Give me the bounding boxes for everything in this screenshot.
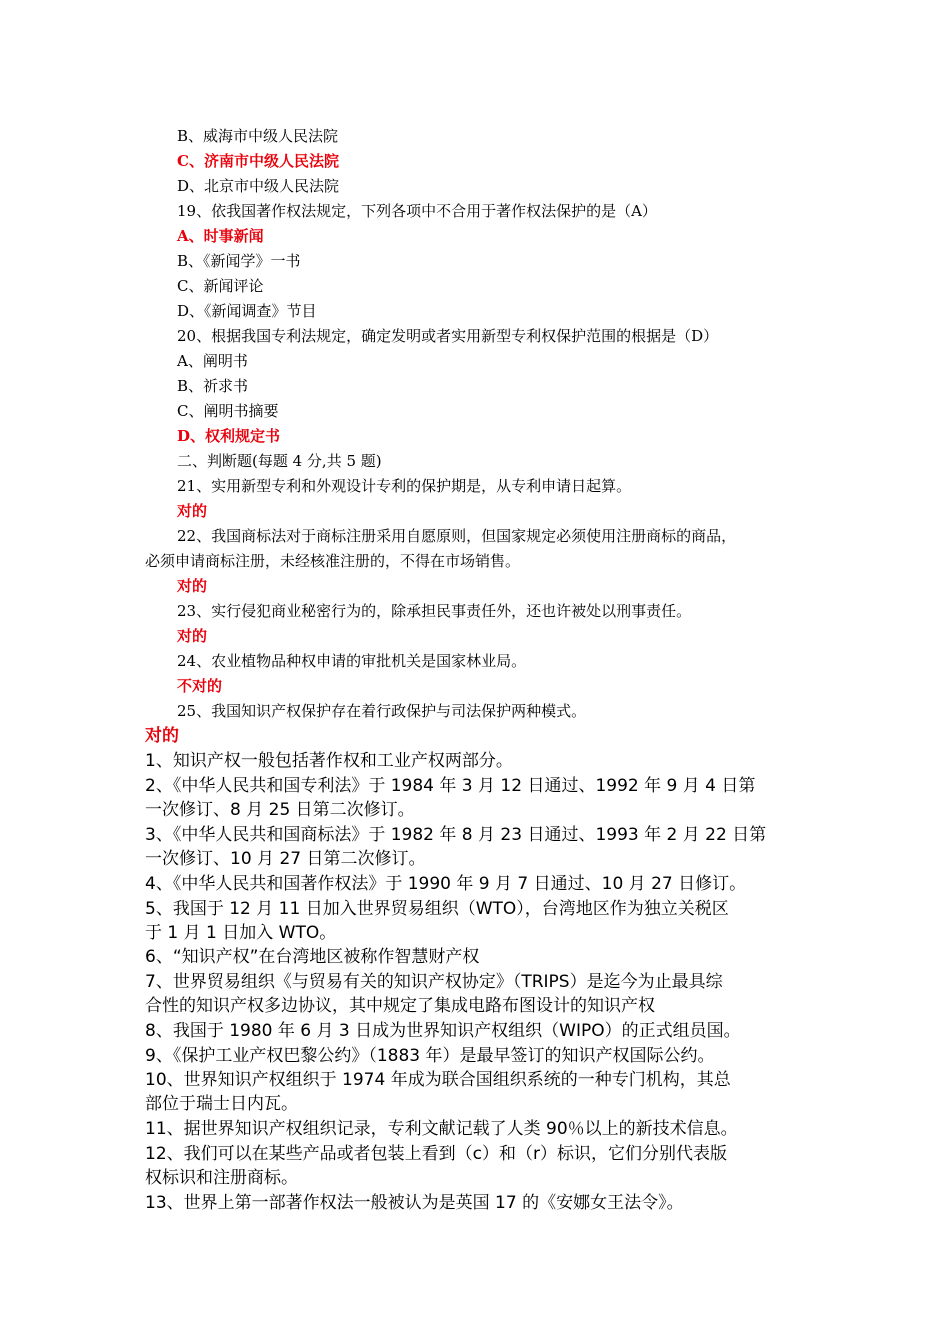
- q23-statement: 23、实行侵犯商业秘密行为的，除承担民事责任外，还也许被处以刑事责任。: [177, 602, 692, 620]
- q20-option-b: B、祈求书: [177, 377, 249, 395]
- fact-12-line1: 12、我们可以在某些产品或者包装上看到（c）和（r）标识，它们分别代表版: [145, 1144, 727, 1164]
- fact-2-line2: 一次修订、8 月 25 日第二次修订。: [145, 800, 415, 820]
- fact-10-line2: 部位于瑞士日内瓦。: [145, 1094, 298, 1114]
- q20-option-c: C、阐明书摘要: [177, 402, 279, 420]
- q18-option-b: B、威海市中级人民法院: [177, 127, 339, 145]
- fact-3-line1: 3、《中华人民共和国商标法》于 1982 年 8 月 23 日通过、1993 年 2 月 22 日第: [145, 825, 767, 845]
- q25-answer: 对的: [145, 726, 179, 746]
- fact-13: 13、世界上第一部著作权法一般被认为是英国 17 的《安娜女王法令》。: [145, 1193, 684, 1213]
- fact-5-line1: 5、我国于 12 月 11 日加入世界贸易组织（WTO），台湾地区作为独立关税区: [145, 899, 729, 919]
- fact-12-line2: 权标识和注册商标。: [145, 1168, 298, 1188]
- fact-5-line2: 于 1 月 1 日加入 WTO。: [145, 923, 337, 943]
- q19-option-d: D、《新闻调查》节目: [177, 302, 317, 320]
- fact-7-line2: 合性的知识产权多边协议，其中规定了集成电路布图设计的知识产权: [145, 996, 655, 1016]
- fact-7-line1: 7、世界贸易组织《与贸易有关的知识产权协定》（TRIPS）是迄今为止最具综: [145, 972, 723, 992]
- q20-option-a: A、阐明书: [177, 352, 248, 370]
- fact-4: 4、《中华人民共和国著作权法》于 1990 年 9 月 7 日通过、10 月 27 日修订。: [145, 874, 747, 894]
- q18-option-d: D、北京市中级人民法院: [177, 177, 340, 195]
- fact-3-line2: 一次修订、10 月 27 日第二次修订。: [145, 849, 426, 869]
- q20-question: 20、根据我国专利法规定，确定发明或者实用新型专利权保护范围的根据是（D）: [177, 327, 719, 345]
- fact-2-line1: 2、《中华人民共和国专利法》于 1984 年 3 月 12 日通过、1992 年 9 月 4 日第: [145, 776, 756, 796]
- fact-9: 9、《保护工业产权巴黎公约》（1883 年）是最早签订的知识产权国际公约。: [145, 1046, 715, 1066]
- q19-option-c: C、新闻评论: [177, 277, 264, 295]
- q21-answer: 对的: [177, 502, 208, 520]
- q19-question: 19、依我国著作权法规定，下列各项中不合用于著作权法保护的是（A）: [177, 202, 657, 220]
- q18-option-c-answer: C、济南市中级人民法院: [177, 152, 339, 170]
- q22-statement-line2: 必须申请商标注册，未经核准注册的，不得在市场销售。: [145, 552, 521, 570]
- q24-statement: 24、农业植物品种权申请的审批机关是国家林业局。: [177, 652, 527, 670]
- section-heading: 二、判断题(每题 4 分,共 5 题): [177, 452, 382, 470]
- fact-10-line1: 10、世界知识产权组织于 1974 年成为联合国组织系统的一种专门机构，其总: [145, 1070, 731, 1090]
- q19-option-a-answer: A、时事新闻: [177, 227, 264, 245]
- q22-statement-line1: 22、我国商标法对于商标注册采用自愿原则，但国家规定必须使用注册商标的商品，: [177, 527, 737, 545]
- q20-option-d-answer: D、权利规定书: [177, 427, 281, 445]
- fact-6: 6、“知识产权”在台湾地区被称作智慧财产权: [145, 947, 480, 967]
- q25-statement: 25、我国知识产权保护存在着行政保护与司法保护两种模式。: [177, 702, 587, 720]
- q21-statement: 21、实用新型专利和外观设计专利的保护期是，从专利申请日起算。: [177, 477, 632, 495]
- q24-answer: 不对的: [177, 677, 223, 695]
- fact-11: 11、据世界知识产权组织记录，专利文献记载了人类 90％以上的新技术信息。: [145, 1119, 738, 1139]
- q23-answer: 对的: [177, 627, 208, 645]
- q19-option-b: B、《新闻学》一书: [177, 252, 301, 270]
- q22-answer: 对的: [177, 577, 208, 595]
- fact-1: 1、知识产权一般包括著作权和工业产权两部分。: [145, 751, 513, 771]
- fact-8: 8、我国于 1980 年 6 月 3 日成为世界知识产权组织（WIPO）的正式组员国。: [145, 1021, 741, 1041]
